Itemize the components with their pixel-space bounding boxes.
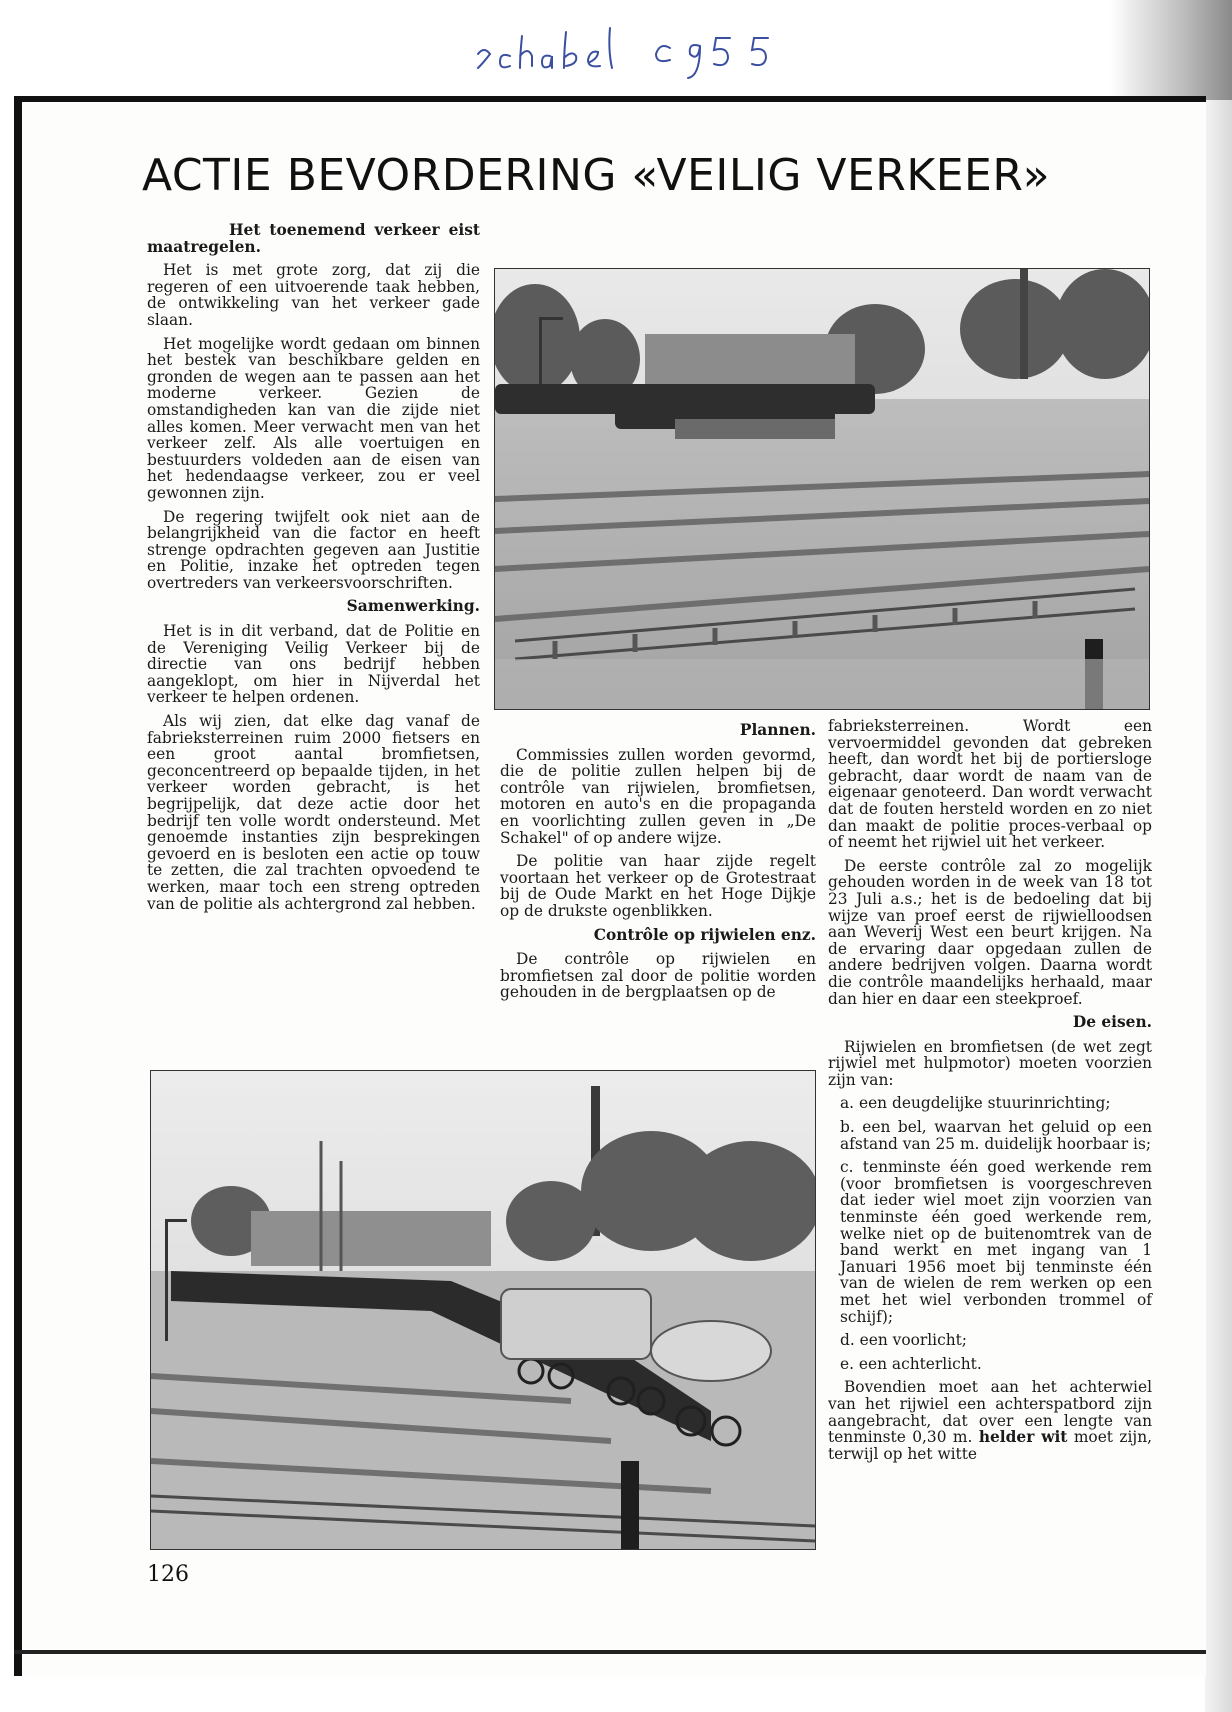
eisen-intro: Rijwielen en bromfietsen (de wet zegt rijwiel met hulpmotor) moeten voorzien zijn van: (828, 1037, 1152, 1089)
paragraph: fabrieksterreinen. Wordt een vervoermiddel gevonden dat gebreken heeft, dan wordt het bij de portiersloge gebracht, daar wordt de naam van de eigenaar genoteerd. Dan wordt verwacht dat de fouten hersteld worden en zo niet dan maakt de politie proces-verbaal op of neemt het rijwiel uit het verkeer. (828, 717, 1152, 852)
list-item: a. een deugdelijke stuurinrichting; (840, 1094, 1111, 1113)
list-item: c. tenminste één goed werkende rem (voor bromfietsen is voorgeschreven dat ieder wiel moet zijn voorzien van tenminste één goed werkende rem, welke niet op de buitenomtrek van de band werkt en met ingang van 1 Januari 1956 moet bij tenminste één van de wielen de rem werken op een met het wiel verbonden trommel of schijf); (840, 1158, 1152, 1326)
closing-text: Bovendien moet aan het achterwiel van het rijwiel een achterspatbord zijn aangebracht, dat over een lengte van tenminste 0,30 m. (828, 1378, 1152, 1447)
list-item: b. een bel, waarvan het geluid op een afstand van 25 m. duidelijk hoorbaar is; (840, 1118, 1152, 1153)
handwritten-note (470, 16, 890, 86)
bottom-border (14, 1650, 1206, 1654)
closing-bold: helder wit (978, 1428, 1068, 1447)
photo-railway-crossing-crowd (494, 268, 1150, 710)
list-item: d. een voorlicht; (840, 1331, 967, 1350)
column-1 (147, 222, 480, 919)
photo-cyclists-crossing (150, 1070, 816, 1550)
scan-edge (1205, 100, 1232, 1712)
subheading-eisen: De eisen. (1072, 1013, 1152, 1032)
subheading-plannen: Plannen. (739, 721, 816, 739)
closing-text-end: moet zijn, terwijl op het witte (828, 1428, 1152, 1463)
paragraph: De eerste contrôle zal zo mogelijk gehouden worden in de week van 18 tot 23 Juli a.s.; het is de bedoeling dat bij wijze van proef eerst de rijwielloodsen aan Weverij West een beurt krijgen. Na de ervaring daar opgedaan zullen de andere bedrijven volgen. Daarna wordt die contrôle maandelijks herhaald, maar dan hier en daar een steekproef. (828, 856, 1152, 1008)
page-title: ACTIE BEVORDERING «VEILIG VERKEER» (142, 150, 1051, 201)
subheading-samenwerking: Samenwerking. (346, 597, 480, 616)
closing-paragraph (828, 1379, 1152, 1462)
paragraph: De regering twijfelt ook niet aan de belangrijkheid van die factor en heeft strenge opdrachten gegeven aan Justitie en Politie, inzake het optreden tegen overtreders van verkeersvoorschriften. (147, 507, 480, 592)
paragraph: De contrôle op rijwielen en bromfietsen zal door de politie worden gehouden in de bergplaatsen op de (500, 950, 816, 1002)
paragraph: Als wij zien, dat elke dag vanaf de fabrieksterreinen ruim 2000 fietsers en een groot aantal bromfietsen, geconcentreerd op bepaalde tijden, in het verkeer worden gebracht, is het begrijpelijk, dat deze actie door het bedrijf ten volle wordt ondersteund. Met genoemde instanties zijn besprekingen gevoerd en is besloten een actie op touw te zetten, die zal trachten opvoedend te werken, maar toch een streng optreden van de politie als achtergrond zal hebben. (147, 712, 480, 913)
scan-shadow (1110, 0, 1232, 110)
subheading-controle: Contrôle op rijwielen enz. (593, 925, 816, 944)
column-2 (500, 718, 816, 1008)
column-3 (828, 718, 1152, 1469)
paragraph: Commissies zullen worden gevormd, die de politie zullen helpen bij de contrôle van rijwielen, bromfietsen, motoren en auto's en die propaganda en voorlichting zullen geven in „De Schakel" of op andere wijze. (500, 745, 816, 847)
intro-heading: Het toenemend verkeer eist maatregelen. (147, 221, 480, 256)
list-item: e. een achterlicht. (840, 1354, 982, 1373)
paragraph: Het mogelijke wordt gedaan om binnen het bestek van beschikbare gelden en gronden de wegen aan te passen aan het moderne verkeer. Gezien de omstandigheden kan van die zijde niet alles komen. Meer verwacht men van het verkeer zelf. Als alle voertuigen en bestuurders voldeden aan de eisen van het hedendaagse verkeer, zou er veel gewonnen zijn. (147, 334, 480, 502)
paragraph: Het is in dit verband, dat de Politie en de Vereniging Veilig Verkeer bij de directie van ons bedrijf hebben aangeklopt, om hier in Nijverdal het verkeer te helpen ordenen. (147, 622, 480, 707)
paragraph: De politie van haar zijde regelt voortaan het verkeer op de Grotestraat bij de Oude Markt en het Hoge Dijkje op de drukste ogenblikken. (500, 852, 816, 920)
page-number: 126 (147, 1562, 189, 1587)
paragraph: Het is met grote zorg, dat zij die regeren of een uitvoerende taak hebben, de ontwikkeling van het verkeer gade slaan. (147, 261, 480, 329)
handwritten-note-text: schakel 1955 (470, 16, 477, 17)
